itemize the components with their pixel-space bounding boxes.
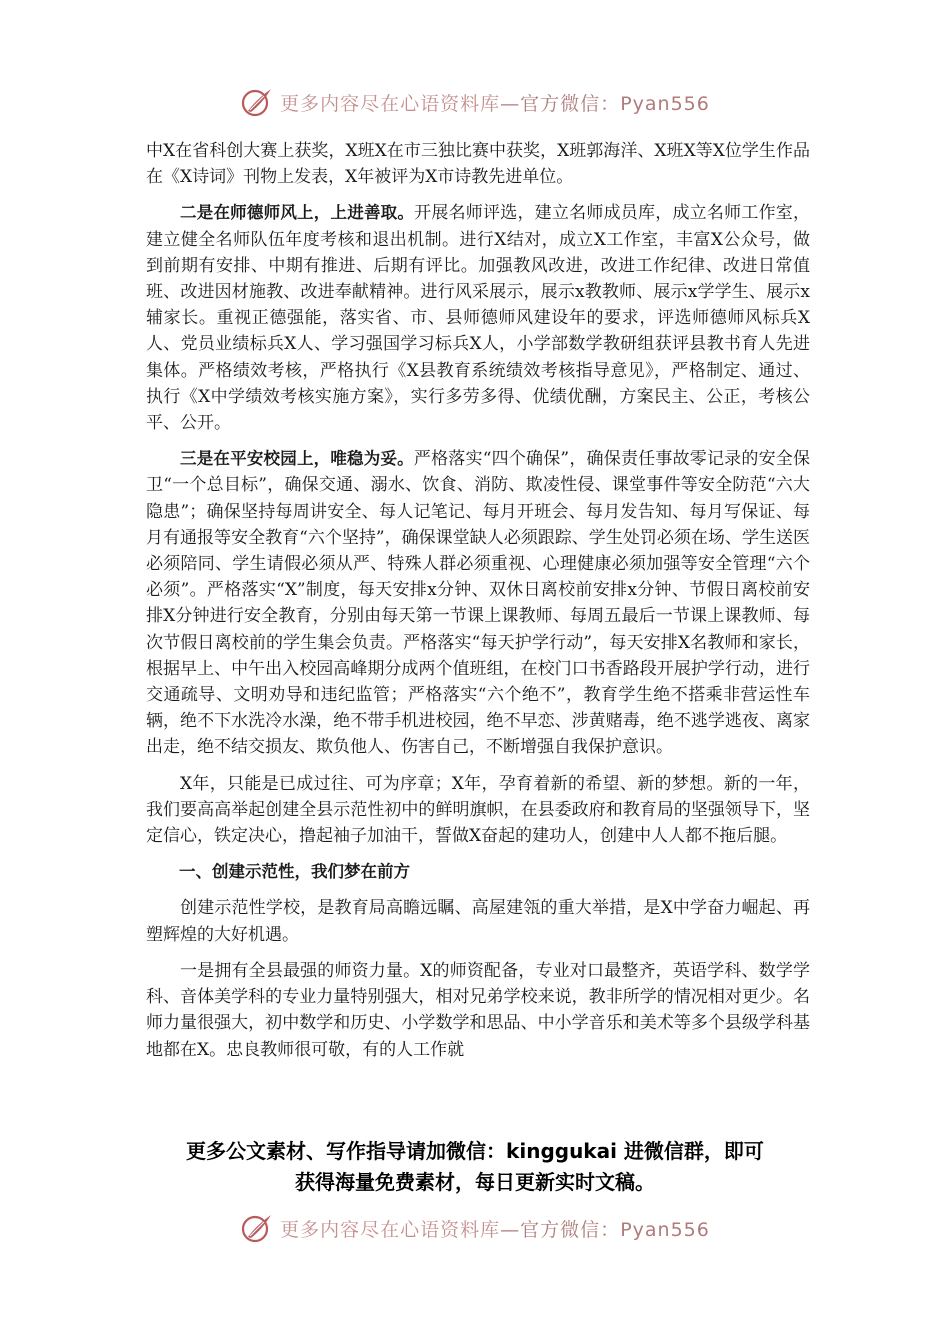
header-banner-sub: 官方微信： bbox=[520, 92, 621, 115]
promo-line-2: 获得海量免费素材，每日更新实时文稿。 bbox=[295, 1170, 655, 1194]
promo-line-1: 更多公文素材、写作指导请加微信：kinggukai 进微信群，即可 bbox=[186, 1139, 764, 1163]
footer-banner-sub: 官方微信： bbox=[520, 1218, 621, 1241]
document-body bbox=[146, 138, 810, 1073]
footer-banner-id: Pyan556 bbox=[620, 1218, 710, 1241]
footer-banner-sep: — bbox=[500, 1218, 521, 1241]
header-banner-text bbox=[280, 89, 710, 116]
footer-banner-main: 更多内容尽在心语资料库 bbox=[280, 1218, 501, 1241]
footer-banner-text bbox=[280, 1215, 710, 1242]
paragraph-teaching-staff: 一是拥有全县最强的师资力量。X的师资配备，专业对口最整齐，英语学科、数学学科、音体美学科的专业力量特别强大，相对兄弟学校来说，教非所学的情况相对更少。名师力量很强大，初中数学和历史、小学数学和思品、中小学音乐和美术等多个县级学科基地都在X。忠良教师很可敬，有的人工作就 bbox=[146, 960, 810, 1060]
promo-notice bbox=[120, 1136, 830, 1198]
header-banner bbox=[0, 82, 950, 122]
footer-banner bbox=[0, 1208, 950, 1248]
paragraph-lead-teacher-ethics: 二是在师德师风上，上进善取。 bbox=[180, 203, 415, 223]
paragraph-lead-safe-campus: 三是在平安校园上，唯稳为妥。 bbox=[180, 449, 414, 469]
header-banner-sep: — bbox=[500, 92, 521, 115]
quill-logo-icon bbox=[240, 85, 274, 119]
quill-logo-icon bbox=[240, 1211, 274, 1245]
paragraph-body-teacher-ethics: 开展名师评选，建立名师成员库，成立名师工作室，建立健全名师队伍年度考核和退出机制。进行X结对，成立X工作室，丰富X公众号，做到前期有安排、中期有推进、后期有评比。加强教风改进，改进工作纪律、改进日常值班、改进因材施教、改进奉献精神。进行风采展示，展示x教教师、展示x学学生、展示x辅家长。重视正德强能，落实省、市、县师德师风建设年的要求，评选师德师风标兵X人、党员业绩标兵X人、学习强国学习标兵X人，小学部数学教研组获评县教书育人先进集体。严格绩效考核，严格执行《X县教育系统绩效考核指导意见》，严格制定、通过、执行《X中学绩效考核实施方案》，实行多劳多得、优绩优酬，方案民主、公正，考核公平、公开。 bbox=[146, 203, 811, 434]
section-heading: 一、创建示范性，我们梦在前方 bbox=[179, 862, 410, 882]
paragraph-safe-campus bbox=[146, 446, 810, 760]
header-banner-id: Pyan556 bbox=[620, 92, 710, 115]
paragraph-new-year: X年，只能是已成过往、可为序章；X年，孕育着新的希望、新的梦想。新的一年，我们要高高举起创建全县示范性初中的鲜明旗帜，在县委政府和教育局的坚强领导下，坚定信心，铁定决心，撸起袖子加油干，誓做X奋起的建功人，创建中人人都不拖后腿。 bbox=[146, 773, 810, 847]
paragraph-teacher-ethics bbox=[146, 200, 810, 436]
paragraph-continued: 中X在省科创大赛上获奖，X班X在市三独比赛中获奖，X班郭海洋、X班X等X位学生作品在《X诗词》刊物上发表，X年被评为X市诗教先进单位。 bbox=[146, 141, 810, 188]
paragraph-model-school: 创建示范性学校，是教育局高瞻远瞩、高屋建瓴的重大举措，是X中学奋力崛起、再塑辉煌的大好机遇。 bbox=[146, 898, 810, 945]
paragraph-body-safe-campus: 严格落实“四个确保”，确保责任事故零记录的安全保卫“一个总目标”，确保交通、溺水、饮食、消防、欺凌性侵、课堂事件等安全防范“六大隐患”；确保坚持每周讲安全、每人记笔记、每月开班会、每月发告知、每月写保证、每月有通报等安全教育“六个坚持”，确保课堂缺人必须跟踪、学生处罚必须在场、学生送医必须陪同、学生请假必须从严、特殊人群必须重视、心理健康必须加强等安全管理“六个必须”。严格落实“X”制度，每天安排x分钟、双休日离校前安排x分钟、节假日离校前安排X分钟进行安全教育，分别由每天第一节课上课教师、每周五最后一节课上课教师、每次节假日离校前的学生集会负责。严格落实“每天护学行动”，每天安排X名教师和家长，根据早上、中午出入校园高峰期分成两个值班组，在校门口书香路段开展护学行动，进行交通疏导、文明劝导和违纪监管；严格落实“六个绝不”，教育学生绝不搭乘非营运性车辆，绝不下水洗冷水澡，绝不带手机进校园，绝不早恋、涉黄赌毒，绝不逃学逃夜、离家出走，绝不结交损友、欺负他人、伤害自己，不断增强自我保护意识。 bbox=[146, 449, 811, 758]
header-banner-main: 更多内容尽在心语资料库 bbox=[280, 92, 501, 115]
